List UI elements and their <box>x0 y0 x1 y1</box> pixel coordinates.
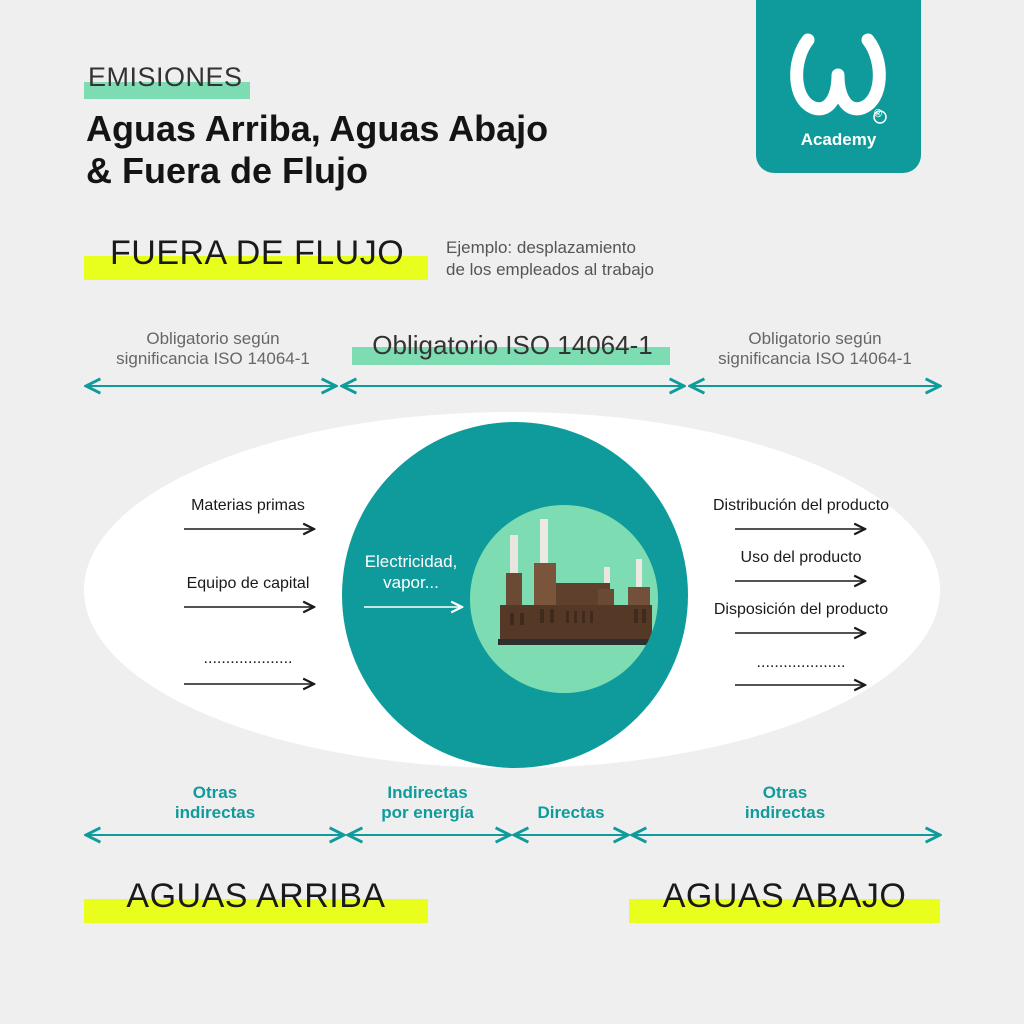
top-range-left-line-2: significancia ISO 14064-1 <box>116 349 310 368</box>
bottom-range-energia-line-2: por energía <box>381 803 474 822</box>
fuera-de-flujo-label: FUERA DE FLUJO <box>110 234 405 272</box>
downstream-item-label: Uso del producto <box>740 549 862 566</box>
top-range-center-label: Obligatorio ISO 14064-1 <box>372 330 653 360</box>
title-line-2: & Fuera de Flujo <box>86 150 369 191</box>
bottom-range-directas: Directas <box>537 803 605 822</box>
kicker: EMISIONES <box>88 62 243 92</box>
downstream-item-label: Disposición del producto <box>713 601 889 618</box>
energy-item-line-1: Electricidad, <box>364 552 458 571</box>
title-line-1: Aguas Arriba, Aguas Abajo <box>86 108 549 149</box>
example-line-1: Ejemplo: desplazamiento <box>446 238 636 257</box>
energy-item-line-2: vapor... <box>383 573 439 592</box>
bottom-range-otras-left-line-2: indirectas <box>174 803 256 822</box>
bottom-range-otras-left-line-1: Otras <box>192 783 238 802</box>
academy-label: Academy <box>800 130 877 149</box>
aguas-arriba-label: AGUAS ARRIBA <box>126 877 386 915</box>
bottom-range-energia-line-1: Indirectas <box>387 783 468 802</box>
upstream-arrows <box>184 529 314 684</box>
downstream-arrows <box>735 529 865 685</box>
top-range-right-line-2: significancia ISO 14064-1 <box>718 349 912 368</box>
upstream-item-label: Equipo de capital <box>186 575 310 592</box>
upstream-item-label: .................... <box>203 650 293 667</box>
top-range-right-line-1: Obligatorio según <box>748 329 882 348</box>
registered-mark: ® <box>874 108 883 120</box>
downstream-item-label: .................... <box>756 654 846 671</box>
aguas-abajo-label: AGUAS ABAJO <box>662 877 907 915</box>
downstream-item-label: Distribución del producto <box>712 497 890 514</box>
bottom-range-otras-right-line-1: Otras <box>762 783 808 802</box>
bottom-range-otras-right-line-2: indirectas <box>744 803 826 822</box>
top-range-left-line-1: Obligatorio según <box>146 329 280 348</box>
example-line-2: de los empleados al trabajo <box>446 260 654 279</box>
upstream-item-label: Materias primas <box>191 497 305 514</box>
